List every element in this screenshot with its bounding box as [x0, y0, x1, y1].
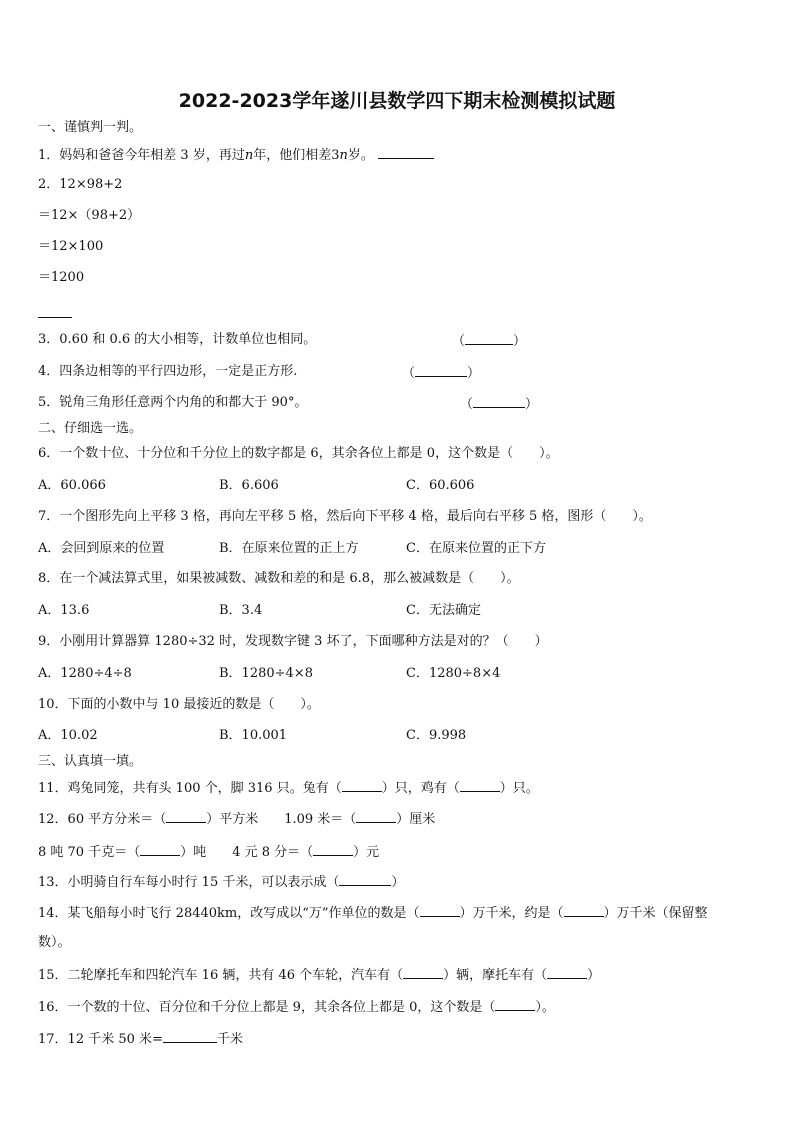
- q3-text: 3．0.60 和 0.6 的大小相等，计数单位也相同。: [38, 332, 317, 347]
- question-15: [38, 966, 600, 984]
- question-11: [38, 779, 539, 797]
- q8-option-b[interactable]: B．3.4: [219, 603, 263, 618]
- q8-option-c[interactable]: C．无法确定: [406, 603, 481, 618]
- q11-blank-rabbits[interactable]: [342, 779, 382, 792]
- q11-blank-chickens[interactable]: [460, 779, 500, 792]
- q16-text-1: 16．一个数的十位、百分位和千分位上都是 9，其余各位上都是 0，这个数是（: [38, 1000, 496, 1015]
- q15-text-3: ）: [587, 968, 601, 983]
- q14-text-3: ）万千米（保留整: [603, 906, 708, 921]
- q6-option-a[interactable]: A．60.066: [38, 478, 106, 493]
- question-6: 6．一个数十位、十分位和千分位上的数字都是 6，其余各位上都是 0，这个数是（ ）。: [38, 446, 559, 461]
- q1-var-n: n: [244, 148, 254, 163]
- q12-text-6: ）元: [353, 845, 380, 860]
- question-2-line-3: ＝12×100: [38, 239, 104, 254]
- q7-option-a[interactable]: A．会回到原来的位置: [38, 541, 165, 556]
- q16-text-2: ）。: [535, 1000, 555, 1015]
- q15-text-1: 15．二轮摩托车和四轮汽车 16 辆，共有 46 个车轮，汽车有（: [38, 968, 404, 983]
- q5-judgement[interactable]: （ ）: [460, 397, 539, 412]
- question-17: [38, 1030, 243, 1048]
- question-7: 7．一个图形先向上平移 3 格，再向左平移 5 格，然后向下平移 4 格，最后向右平移 5 格，图形（ ）。: [38, 509, 652, 524]
- q16-blank[interactable]: [495, 998, 535, 1011]
- q13-blank[interactable]: [339, 873, 391, 886]
- section-heading-1: 一、谨慎判一判。: [38, 120, 143, 135]
- q12-blank-1[interactable]: [166, 810, 206, 823]
- question-16: [38, 998, 555, 1016]
- q12-text-3: ）厘米: [396, 812, 436, 827]
- q14-blank-2[interactable]: [564, 904, 604, 917]
- q9-option-c[interactable]: C．1280÷8×4: [406, 666, 501, 681]
- q11-text-1: 11．鸡兔同笼，共有头 100 个，脚 316 只。兔有（: [38, 781, 342, 796]
- question-4: [38, 364, 481, 381]
- q6-option-c[interactable]: C．60.606: [406, 478, 475, 493]
- q7-option-c[interactable]: C．在原来位置的正下方: [406, 541, 546, 556]
- q12-text-5: ）吨 4 元 8 分＝（: [180, 845, 314, 860]
- q1-answer-blank[interactable]: [378, 146, 434, 159]
- q12-text-1: 12．60 平方分米＝（: [38, 812, 167, 827]
- q7-option-b[interactable]: B．在原来位置的正上方: [219, 541, 359, 556]
- q8-option-a[interactable]: A．13.6: [38, 603, 90, 618]
- question-9: 9．小刚用计算器算 1280÷32 时，发现数字键 3 坏了，下面哪种方法是对的？（ ）: [38, 634, 548, 649]
- question-10: 10．下面的小数中与 10 最接近的数是（ ）。: [38, 697, 320, 712]
- q2-answer-blank[interactable]: [38, 317, 72, 318]
- q17-text-2: 千米: [216, 1032, 243, 1047]
- q17-text-1: 17．12 千米 50 米=: [38, 1032, 163, 1047]
- page-title: 2022-2023学年遂川县数学四下期末检测模拟试题: [178, 90, 616, 112]
- q13-text-2: ）: [391, 875, 405, 890]
- question-14-line-1: [38, 904, 708, 922]
- section-heading-2: 二、仔细选一选。: [38, 421, 143, 436]
- question-1: [38, 146, 434, 164]
- q3-judgement[interactable]: （ ）: [452, 334, 527, 349]
- q1-pre: 妈妈和爸爸今年相差 3 岁，再过: [59, 148, 245, 163]
- q15-text-2: ）辆，摩托车有（: [443, 968, 548, 983]
- q12-blank-4[interactable]: [313, 843, 353, 856]
- q17-blank[interactable]: [163, 1030, 217, 1043]
- q9-option-b[interactable]: B．1280÷4×8: [219, 666, 313, 681]
- q5-text: 5．锐角三角形任意两个内角的和都大于 90°。: [38, 395, 308, 410]
- q12-text-2: ）平方米 1.09 米＝（: [206, 812, 357, 827]
- q4-judgement[interactable]: （ ）: [402, 366, 481, 381]
- q10-option-c[interactable]: C．9.998: [406, 728, 467, 743]
- question-2-line-1: 2．12×98+2: [38, 177, 123, 192]
- q6-option-b[interactable]: B．6.606: [219, 478, 279, 493]
- q12-text-4: 8 吨 70 千克＝（: [38, 845, 141, 860]
- q11-text-3: ）只。: [499, 781, 539, 796]
- question-13: [38, 873, 404, 891]
- q13-text-1: 13．小明骑自行车每小时行 15 千米，可以表示成（: [38, 875, 340, 890]
- question-12-line-2: [38, 843, 379, 861]
- q14-text-1: 14．某飞船每小时飞行 28440km，改写成以“万”作单位的数是（: [38, 906, 420, 921]
- q12-blank-3[interactable]: [140, 843, 180, 856]
- q1-var-n2: n: [339, 148, 348, 163]
- q1-num: 1．: [38, 148, 60, 163]
- q14-blank-1[interactable]: [420, 904, 460, 917]
- q1-mid: 年，他们相差3: [253, 148, 340, 163]
- section-heading-3: 三、认真填一填。: [38, 754, 143, 769]
- q10-option-a[interactable]: A．10.02: [38, 728, 98, 743]
- question-2-line-4: ＝1200: [38, 270, 85, 285]
- q15-blank-cars[interactable]: [403, 966, 443, 979]
- q15-blank-motorcycles[interactable]: [547, 966, 587, 979]
- question-12-line-1: [38, 810, 435, 828]
- q9-option-a[interactable]: A．1280÷4÷8: [38, 666, 132, 681]
- question-5: [38, 395, 539, 412]
- q12-blank-2[interactable]: [356, 810, 396, 823]
- question-8: 8．在一个减法算式里，如果被减数、减数和差的和是 6.8，那么被减数是（ ）。: [38, 571, 520, 586]
- question-14-line-2: 数）。: [38, 935, 71, 950]
- q1-post: 岁。: [347, 148, 374, 163]
- q4-text: 4．四条边相等的平行四边形，一定是正方形.: [38, 364, 298, 379]
- q10-option-b[interactable]: B．10.001: [219, 728, 288, 743]
- question-2-line-2: ＝12×（98+2）: [38, 208, 141, 223]
- question-3: [38, 332, 527, 349]
- q14-text-2: ）万千米，约是（: [459, 906, 564, 921]
- q11-text-2: ）只，鸡有（: [381, 781, 460, 796]
